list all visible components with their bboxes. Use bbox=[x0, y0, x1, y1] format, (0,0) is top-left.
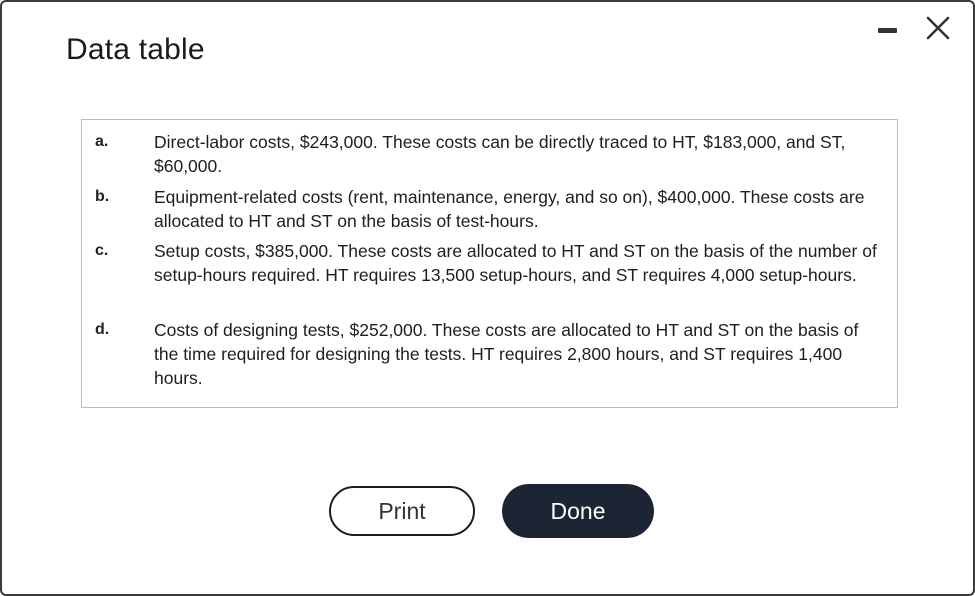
close-icon[interactable] bbox=[924, 14, 952, 42]
data-table-content bbox=[81, 119, 898, 408]
minimize-bar bbox=[878, 28, 897, 33]
item-text: Costs of designing tests, $252,000. These costs are allocated to HT and ST on the basis of the time required for designing the tests. HT requires 2,800 hours, and ST requires 1,400 hours. bbox=[154, 320, 859, 388]
minimize-icon[interactable] bbox=[876, 16, 900, 40]
item-text: Direct-labor costs, $243,000. These costs can be directly traced to HT, $183,000, and ST, $60,000. bbox=[154, 132, 846, 176]
print-button[interactable]: Print bbox=[329, 486, 475, 536]
dialog-title: Data table bbox=[66, 33, 205, 66]
item-text: Equipment-related costs (rent, maintenance, energy, and so on), $400,000. These costs are allocated to HT and ST on the basis of test-hours. bbox=[154, 187, 865, 231]
item-label: b. bbox=[95, 188, 110, 205]
done-button[interactable]: Done bbox=[502, 484, 654, 538]
close-icon-glyph bbox=[924, 14, 952, 42]
item-text: Setup costs, $385,000. These costs are allocated to HT and ST on the basis of the number of setup-hours required. HT requires 13,500 setup-hours, and ST requires 4,000 setup-hours. bbox=[154, 241, 877, 285]
item-label: c. bbox=[95, 242, 109, 259]
item-label: a. bbox=[95, 133, 109, 150]
item-label: d. bbox=[95, 321, 110, 338]
